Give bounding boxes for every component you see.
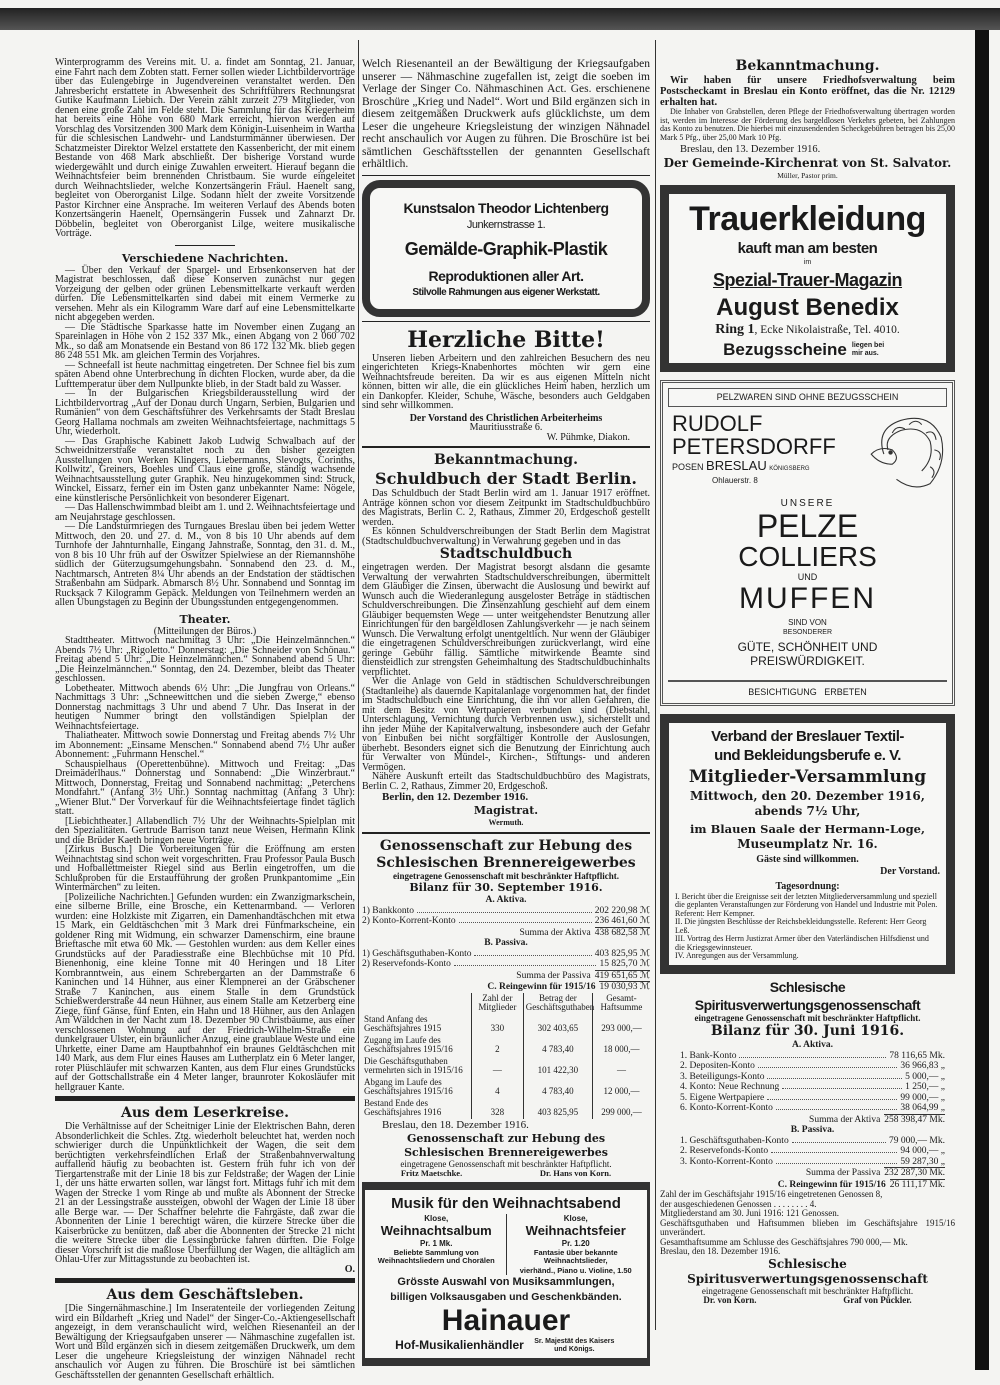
balance-dot-leader [739,1057,886,1058]
balance-sum-value: 232 287,30 Mk. [884,1168,945,1178]
members-table-row [362,1077,650,1098]
agenda-heading: Tagesordnung: [775,880,840,892]
members-table-cell: 4 783,40 [523,1077,592,1098]
balance-row [680,1146,945,1157]
balance-row [680,1051,945,1062]
balance-value: 59 287,30 „ [900,1156,945,1167]
ad-address: Ring 1 [715,321,755,337]
ad-address: Junkernstrasse 1. [466,218,546,231]
balance-sum-label: Summa der Passiva [516,970,591,981]
notice-heading: Bekanntmachung. [735,58,880,74]
balance-label: 5. Eigene Wertpapiere [680,1092,765,1103]
balance-dot-leader [776,1109,898,1110]
notice-paragraph: Nähere Auskunft erteilt das Stadtschuldbuchbüro des Magistrats, Berlin C. 2, Rathaus, Zimmer 20, Erdgeschoß. [362,771,650,792]
balance-note: Zahl der im Geschäftsjahr 1915/16 eingetretenen Genossen 8, [660,1189,883,1199]
balance-row [680,1093,945,1104]
balance-dot-leader [474,955,591,956]
balance-sum-label: C. Reingewinn für 1915/16 [487,982,596,992]
members-table-cell: 4 783,40 [523,1035,592,1056]
balance-row [362,959,650,970]
notice-signer: Magistrat. [473,804,539,817]
balance-dot-leader [776,1163,898,1164]
ad-date: Mittwoch, den 20. Dezember 1916, [690,788,925,803]
balance-sum-label: Summa der Aktiva [519,927,591,938]
members-table-cell: — [471,1056,523,1077]
balance-value: 38 064,99 „ [900,1103,945,1113]
ad-name: PETERSDORFF [672,433,836,459]
ad-verband [660,714,955,974]
members-table-cell: 330 [471,1014,523,1035]
agenda-item: I. Bericht über die Ereignisse seit der letzten Mitgliederversammlung und speziell die geplanten Veranstaltungen zur Förderung von Handel und Industrie mit Polen. Referent: Herr Kempner. [675,891,938,918]
divider [362,175,650,176]
balance-footer-title: Schlesischen Brennereigewerbes [404,1145,608,1159]
members-table-cell: 4 [471,1077,523,1098]
balance-sum-label: Summa der Passiva [805,1168,881,1178]
section-heading: Verschiedene Nachrichten. [121,251,289,265]
ad-text: MUFFEN [739,581,876,615]
ad-time: abends 7½ Uhr, [754,803,861,818]
ad-place: Museumplatz Nr. 16. [737,836,878,851]
balance-dot-leader [767,1099,897,1100]
ad-text: COLLIERS [738,540,877,572]
signer: Fritz Maetschke. [400,1168,463,1178]
ad-headline: Trauerkleidung [689,199,926,238]
balance-section-heading: A. Aktiva. [792,1040,833,1050]
members-table-cell: 18 000,— [592,1035,650,1056]
theater-list [55,636,355,1092]
scan-top-edge [0,8,1000,30]
ad-kunstsalon [362,180,650,317]
balance-sum-value: 419 651,65 ℳ [594,970,650,981]
appeal-text: Unseren lieben Arbeitern und den zahlreichen Besuchern des neu eingerichteten Kriegs-Knabenhortes möchten wir gern eine Weihnachtsfreude bereiten. Da wir es aus eigenen Mitteln nicht können, bitten wir alle, die ein glückliches Heim haben, herzlich um ein Dankopfer. Kleider, Schuhe, Wäsche, besonders auch Geldgaben sind sehr willkommen. [362,352,650,411]
members-table-row [362,1035,650,1056]
balance-label: 3. Beteiligungs-Konto [680,1071,765,1082]
members-table-cell: 299 000,— [592,1098,650,1119]
balance-date: Bilanz für 30. September 1916. [409,881,603,894]
article-verein: Winterprogramm des Vereins mit. U. a. findet am Sonntag, 21. Januar, eine Fahrt nach dem Zobten statt. Ferner sollen wieder Lichtbildervorträge über das Eulengebirge in Jugendvereinen veranstaltet werden. Den Jahresbericht erstattete in Abwesenheit des Schriftführers Rechnungsrat Gutike Kaufmann Liebich. Der Verein zählt zurzeit 279 Mitglieder, von denen eine große Zahl im Felde steht. Die Sammlung für das Kriegerheim hat bereits eine Höhe von 680 Mark erreicht, hiervon werden auf Vorschlag des Vorsitzenden 300 Mark dem Königin-Luisenheim in Wartha für die schlesischen Landwehr- und Landsturmmänner überwiesen. Der Schatzmeister Direktor Welzel erstattete den Kassenbericht, der mit einem Bestande von 468 Mark abschließt. Der bisherige Vorstand wurde wiedergewählt und durch einige Zuwahlen erweitert. Hierauf begann die Weihnachtsfeier beim brennenden Christbaum. Sie wurde eingeleitet durch Weihnachtslieder, welche Konzertsängerin Fräul. Haenelt sang, begleitet von Oberorganist Lilge. Sodann hielt der zweite Vorsitzende Pastor Kirchner eine Ansprache. Im weiteren Verlauf des Abends boten Konzertsängerin Haenelt, Opernsängerin Fussek und Zahnarzt Dr. Döbbelin, begleitet von Oberorganist Lilge, weitere musikalische Vorträge. [55,57,355,239]
members-table-header [362,993,471,1014]
article-singer: Welch Riesenanteil an der Bewältigung der Kriegsaufgaben unserer — Nähmaschine zugefallen ist, zeigt die soeben im Verlage der Singer Co. Nähmaschinen Act. Ges. erschienene Broschüre „Krieg und Nadel“. Wort und Bild ergänzen sich in diesem zeitgemäßen Druckwerk aufs glücklichste, um dem Leser die ungeheure Kriegsleistung der winzigen Nähnadel recht anschaulich vor Augen zu führen. Die Broschüre ist bei sämtlichen Geschäftsstellen der genannten Gesellschaft erhältlich. [362,58,650,170]
ad-headline: Mitglieder-Versammlung [688,766,927,787]
agenda-list [675,893,940,961]
balance-value: 15 825,70 ℳ [599,959,650,969]
balance-footer-subtitle: eingetragene Genossenschaft mit beschränkter Haftpflicht. [400,1158,612,1169]
balance-subtitle: eingetragene Genossenschaft mit beschränkter Haftpflicht. [392,870,620,881]
balance-note: Breslau, den 18. Dezember 1916. [660,1246,781,1256]
ad-text: PREISWÜRDIGKEIT. [750,653,865,668]
balance-value: 78 116,65 Mk. [889,1050,945,1061]
signer: Dr. Hans von Korn. [539,1168,612,1178]
left-column [55,58,355,1380]
balance-row [680,1061,945,1072]
balance-label: 1) Bankkonto [362,905,414,916]
balance-dot-leader [771,1152,897,1153]
ad-price: Pr. 1.20 [561,1239,590,1248]
balance-dot-leader [782,1088,902,1089]
balance-label: 2. Reservefonds-Konto [680,1146,769,1156]
ad-subtitle: Hof-Musikalienhändler [395,1337,524,1352]
balance-footer-title: Schlesische Spiritusverwertungsgenossenschaft [687,1256,928,1286]
news-item: — Das Hallenschwimmbad bleibt am 1. und 2. Weihnachtsfeiertage und am Neujahrstage geschlossen. [55,502,355,523]
balance-dot-leader [454,965,597,966]
balance-table [680,1040,945,1190]
theater-item: Lobetheater. Mittwoch abends 6½ Uhr: „Die Jungfrau von Orleans.“ Nachmittags 3 Uhr: „Schneewittchen und die sieben Zwerge,“ ebenso Donnerstag nachmittags 3 Uhr und abend 7 Uhr. Das Inserat in der heutigen Nummer bringt den vollständigen Spielplan der Weihnachtsfeiertage. [55,682,355,732]
balance-row [680,1136,945,1147]
ad-name: RUDOLF [672,410,763,436]
ad-title: und Bekleidungsberufe e. V. [714,746,901,764]
news-item: — In der Bulgarischen Kriegsbilderausstellung wird der Lichtbildervortrag „Auf der Donau durch Ungarn, Serbien, Bulgarien und Rumänien“ von dem Geschäftsführer des Verkehrsamts der Stadt Breslau Georg Hallama nochmals am zweiten Weihnachtsfeiertage, nachmittags 5 Uhr, wiederholt. [55,388,355,437]
ad-text: UNSERE [780,497,835,509]
balance-label: 1) Geschäftsguthaben-Konto [362,948,472,959]
divider [362,446,650,448]
balance-dot-leader [758,1067,897,1068]
ad-footer: BESICHTIGUNG ERBETEN [668,680,947,698]
section-heading: Theater. [179,612,231,626]
notice-name: Müller, Pastor prim. [777,171,838,180]
balance-row [680,1103,945,1114]
ad-note: Bezugsscheine [723,339,847,359]
members-table [362,993,650,1119]
ad-note: Gäste sind willkommen. [756,853,859,865]
members-table-cell: 101 422,30 [523,1056,592,1077]
lion-head-icon [867,412,947,492]
balance-value: 403 825,95 ℳ [594,948,650,959]
theater-item: Thaliatheater. Mittwoch sowie Donnerstag und Freitag abends 7½ Uhr im Abonnement: „Einsame Menschen.“ Sonnabend abend 7½ Uhr außer Abonnement: „Fuhrmann Henschel.“ [55,730,355,760]
balance-sum-row [680,1114,945,1126]
balance-sum-value: 258 398,47 Mk. [884,1114,945,1125]
ad-banner: PELZWAREN SIND OHNE BEZUGSSCHEIN [668,388,947,407]
divider [362,321,650,322]
balance-label: 2. Depositen-Konto [680,1061,755,1071]
ad-line: im [803,258,812,266]
theater-item: [Polizeiliche Nachrichten.] Gefunden wurden: ein Zwanzigmarkschein, eine silberne Brille, eine Brosche, ein Kettenarmband. — Verloren wurden: eine Holzkiste mit Zigarren, ein Damenhandtäschchen mit etwa 15 Mark, ein Geldtäschchen mit 3 Mark drei Fünfmarkscheine, ein goldener Ring mit Widmung, ein schwarzer Damenschirm, eine braune Brieftasche mit etwa 60 Mk. — Gestohlen wurden: aus dem Keller eines Grundstücks auf der Paradiesstraße eine Blechbüchse mit 10 Pfd. Bienenhonig, eine kleine Tonne mit 40 Heringen und 18 Liter Kornbranntwein, aus einem Schrebergarten an der Dammstraße 6 Kaninchen und 14 Hühner, aus einer Klempnerei an der Gräbschener Straße 7 Kaninchen, aus einem Stalle in dem Grundstück Schießwerderstraße 44 neun Hühner, aus einem Stalle am Ketzerberg eine Ziege, fünf Gänse, fünf Enten, ein Hahn und 18 Hühner, aus den Anlagen Am Wäldchen in der Nacht zum 18. Dezember 90 Christbäume, aus einer verschlossenen Wohnung auf der Friedrich-Wilhelm-Straße ein dunkelgrauer Ulster, ein bräunlicher Anzug, eine graublaue Weste und eine Uhrkette, einer Dame am Hauptbahnhof ein braunes Geldtäschchen mit 140 Mark, aus dem Flur eines Hauses am Lutherplatz ein 6 Meter langer, roter Plüschläufer mit schwarzen Kanten, aus dem Flur eines Grundstücks auf der Gottschallstraße ein 4 Meter langer, braunroter Kokosläufer mit hellgrauer Kante. [55,891,355,1093]
ad-city: KÖNIGSBERG [769,465,810,472]
ad-line: Grösste Auswahl von Musiksammlungen, [397,1275,615,1288]
balance-footer-subtitle: eingetragene Genossenschaft mit beschränkter Haftpflicht. [701,1285,914,1296]
ad-address: , Ecke Nikolaistraße, Tel. 4010. [754,323,900,336]
balance-value: 36 966,83 „ [900,1061,945,1071]
notice-paragraph: Das Schuldbuch der Stadt Berlin wird am 1. Januar 1917 eröffnet. Anträge können schon vor diesem Zeitpunkt im Stadtschuldbuchbüro des Magistrats, Berlin C. 2, Rathaus, Zimmer 20, Erdgeschoß gestellt werden. [362,488,650,528]
members-table-cell: 2 [471,1035,523,1056]
balance-row [362,949,650,960]
balance-value: 236 461,60 ℳ [594,916,650,926]
theater-item: [Zirkus Busch.] Die Vorbereitungen für die Eröffnung am ersten Weihnachtstag sind schon weit vorgeschritten. Frau Professor Paula Busch und Hofballettmeister Riegel sind aus Berlin eingetroffen, um die Schlußproben für die Erstaufführung der großen Prunkpantomime „Ein Wintermärchen“ zu leiten. [55,844,355,893]
ad-street: Ohlauerstr. 8 [712,475,758,485]
ad-hainauer [362,1182,650,1366]
members-table-row [362,1056,650,1077]
balance-sum-row [680,1167,945,1179]
balance-value: 1 250,— „ [905,1082,945,1092]
balance-value: 99 000,— „ [900,1092,945,1103]
section-heading: Aus dem Geschäftsleben. [106,1287,304,1303]
balance-note: Mitgliederstand am 30. Juni 1916: 121 Genossen. [660,1208,839,1218]
section-subheading: (Mitteilungen der Büros.) [153,625,257,637]
balance-notes [660,1190,955,1257]
ad-name: August Benedix [716,293,899,321]
balance-label: 1. Bank-Konto [680,1050,737,1061]
notice-paragraph: Es können Schuldverschreibungen der Stadt Berlin dem Magistrat (Stadtschuldbuchverwaltung) in Verwahrung gegeben und in das [362,526,650,547]
members-table-cell: — [592,1056,650,1077]
agenda-item: II. Die jüngsten Beschlüsse der Reichsbekleidungsstelle. Referent: Herr Georg Leß. [675,917,927,935]
ad-text: PELZE [756,507,859,544]
members-table-cell: Zugang im Laufe des Geschäftsjahres 1915/16 [364,1034,453,1054]
balance-sum-value: 438 682,58 ℳ [594,927,650,938]
ad-note: liegen bei mir aus. [851,341,885,357]
balance-dot-leader [417,912,592,913]
appeal-name: W. Pühmke, Diakon. [546,431,630,443]
divider [55,1096,355,1101]
balance-sum-row [362,927,650,939]
ad-title: Weihnachtsfeier [525,1223,626,1238]
notice-title: Schuldbuch der Stadt Berlin. [375,469,637,488]
members-table-row [362,1098,650,1119]
balance-dot-leader [459,922,592,923]
appeal-heading: Herzliche Bitte! [407,326,605,353]
ad-author: Klose, [563,1213,588,1223]
balance-label: 2) Reservefonds-Konto [362,959,451,969]
members-table-cell: 293 000,— [592,1014,650,1035]
balance-sheet [660,1040,955,1190]
balance-note: Geschäftsguthaben und Haftsummen blieben im Geschäftsjahre 1915/16 unverändert. [660,1217,955,1237]
members-table-header: Zahl der Mitglieder [471,993,523,1014]
agenda-item: III. Vortrag des Herrn Justizrat Armer über den Vaterländischen Hilfsdienst und die Kriegsgewinnsteuer. [675,934,929,952]
right-column [660,58,955,1306]
column-divider [655,40,656,1330]
notice-date: Breslau, den 13. Dezember 1916. [680,144,821,155]
ad-desc: Fantasie über bekannte Weihnachtslieder, [533,1247,618,1265]
balance-row [362,906,650,917]
news-item: — Die Landsturmriegen des Turngaues Breslau üben bei jedem Wetter Mittwoch, den 20. und 27. d. M., von 8 bis 10 Uhr abends auf dem Turnhofe der Jahnturnhalle, Eingang Jahnstraße, Sonntag, den 31. d. M., von 8 bis 10 Uhr früh auf der Oswitzer Spielwiese an der Riemannshöhe südlich der Güterzugsumgehungsbahn. Sonnabend den 23. d. M., Nachtmarsch, Antreten 8¼ Uhr abends an der Endstation der städtischen Straßenbahn am Südpark. Abmarsch 8½ Uhr. Sonnabend und Sonntag im Rucksack 7 Kilogramm Gepäck. Meldungen von Teilnehmern werden an allen Übungstagen zu Beginn der Übungsstunden entgegengenommen. [55,521,355,608]
members-table-cell: 302 403,65 [523,1014,592,1035]
notice-paragraph: eingetragen werden. Der Magistrat besorgt alsdann die gesamte Verwaltung der verwahrten Stadtschuldverschreibungen, übermittelt dem Gläubiger die Zinsen, überwacht die Auslosung und bewirkt auf Wunsch auch die Wiederanlegung ausgeloster Beträge in städtischen Schuldverschreibungen. Die Zinsenzahlung geschieht auf dem einem Gläubiger bequemsten Wege — unter weitgehendster Benutzung aller Einrichtungen für den bargeldlosen Zahlungsverkehr — je nach seinem Wunsch. Die Verwaltung erfolgt unentgeltlich. Nur wenn der Gläubiger die eingetragenen Schuldverschreibungen zurückverlangt, wird eine geringe Gebühr fällig. Sämtliche mitwirkende Beamte sind diensteidlich zur strengsten Geheimhaltung des Stadtschuldbuchinhalts verpflichtet. [362,562,650,678]
balance-row [680,1157,945,1168]
balance-title: Genossenschaft zur Hebung des [379,837,633,854]
ad-name: Kunstsalon Theodor Lichtenberg [403,199,609,216]
notice-heading: Bekanntmachung. [434,452,578,468]
balance-value: 5 000,— „ [905,1071,945,1082]
balance-sum-label: Summa der Aktiva [809,1114,881,1125]
theater-item: [Liebichtheater.] Allabendlich 7½ Uhr der Weihnachts-Spielplan mit den Spezialitäten. Gertrude Barrison tanzt neue Weisen, Hermann Klink und die Brüder Kaeth bringen neue Vorträge. [55,815,355,846]
balance-footer-title: Genossenschaft zur Hebung des [406,1131,606,1145]
divider [55,1278,355,1283]
members-table-cell: Stand Anfang des Geschäftsjahres 1915 [364,1013,442,1033]
notice-name: Wermuth. [488,818,524,827]
balance-section-heading: B. Passiva. [484,938,528,948]
balance-label: 4. Konto: Neue Rechnung [680,1082,780,1092]
balance-label: 1. Geschäftsguthaben-Konto [680,1135,789,1146]
ad-city: BRESLAU [706,457,767,473]
news-item: — Über den Verkauf der Spargel- und Erbsenkonserven hat der Magistrat beschlossen, daß diese Konserven zunächst nur gegen Vorzeigung der gelben oder grünen Lebensmittelkarte verkauft werden dürfen. Die Lebensmittelkarten sind dabei mit einem Vermerke zu versehen. Mehr als ein Kilogramm Ware darf auf eine Lebensmittelkarte nicht abgegeben werden. [55,264,355,323]
members-table-cell: Abgang im Laufe des Geschäftsjahres 1915/16 [364,1076,453,1096]
column-divider [358,40,359,1330]
members-table-cell: 328 [471,1098,523,1119]
ad-price: Pr. 1 Mk. [420,1239,453,1248]
members-table-header: Betrag der Geschäftsguthaben [523,993,592,1014]
balance-sum-row [362,970,650,982]
ad-headline: Musik für den Weihnachtsabend [391,1194,621,1212]
news-item: — Das Graphische Kabinett Jakob Ludwig Schwalbach auf der Schweidnitzerstraße veranstaltet noch zu den bisher gezeigten Ausstellungen von Werken Klingers, Liebermanns, Slevogts, Corinths, Kollwitz', Greiners, Boehles und Claus eine große, ständig wachsende Weihnachtsausstellung guter Graphik. Neu hinzugekommen sind: Struck, Winckel, Eissarz, ferner ein im Osten ganz unbekannter Name: Nögele, eine künstlerische Persönlichkeit von besonderer Eigenart. [55,435,355,504]
notice-subheading: Stadtschuldbuch [439,546,573,562]
article-leserkreise: Die Verhältnisse auf der Scheitniger Linie der Elektrischen Bahn, deren Absonderlichkeit die Schles. Ztg. wiederholt beleuchtet hat, werden noch schwieriger durch die Unpünktlichkeit der Wagen, die seit dem berüchtigten verkehrsfeindlichen Erlaß der Straßenbahnverwaltung auffallend häufig zu beobachten ist. Gestern früh fuhr ich von der Tiergartenstraße mit der Linie 18 bis zur Feldstraße; der Wagen der Linie 1, der uns hätte erwarten sollen, war längst fort. Mittags fuhr ich mit dem Wagen der Strecke 1 vom Ringe ab und mußte als Abonnent der Strecke 21 an der Lessingstraße aussteigen, obwohl der Wagen der Linie 18 über alle Berge war. — Der Schaffner belehrte die Fahrgäste, daß zwar die Abonnenten der Linie 1 berechtigt wären, die kürzere Strecke über die Kaiserbrücke zu benützen, daß aber die Abonnenten der Strecke 21 nicht die weitere Strecke über die Lessingbrücke fahren dürften. Die Folge dieser Vorschrift ist die maßlose Überfüllung der Wagen, die alltäglich am Ohlau-Ufer zur Mittagsstunde zu beobachten ist. [55,1121,355,1265]
ad-line: Reproduktionen aller Art. [428,267,584,284]
ad-place: im Blauen Saale der Hermann-Loge, [690,821,925,836]
balance-row [680,1072,945,1083]
ad-petersdorff [660,380,955,706]
balance-dot-leader [767,1078,902,1079]
members-table-row [362,1014,650,1035]
members-table-cell: 403 825,95 [523,1098,592,1119]
balance-section-heading: A. Aktiva. [485,895,527,905]
ad-headline: Gemälde-Graphik-Plastik [404,238,608,259]
balance-label: 3. Konto-Korrent-Konto [680,1156,773,1167]
ad-city: POSEN [672,461,704,472]
notice-date: Berlin, den 12. Dezember 1916. [382,791,529,803]
balance-note: Gesamthaftsumme am Schlusse des Geschäftsjahres 790 000,— Mk. [660,1236,908,1247]
signer: Graf von Pückler. [843,1295,912,1305]
middle-column [362,58,650,1370]
notice-signer: Der Gemeinde-Kirchenrat von St. Salvator. [663,156,952,170]
theater-item: Schauspielhaus (Operettenbühne). Mittwoch und Freitag: „Das Dreimäderlhaus.“ Donnerstag und Sonnabend: „Die Winzerbraut.“ Mittwoch, Donnerstag, Freitag und Sonnabend nachmittag: „Peterchens Mondfahrt.“ (Anfang 3½ Uhr.) Sonntag nachmittag (Anfang 3 Uhr): „Wiener Blut.“ Der Vorverkauf für die Weihnachtsfeiertage findet täglich statt. [55,758,355,817]
ad-title: Verband der Breslauer Textil- [711,727,904,745]
balance-row [362,916,650,927]
members-table-cell: Die Geschäftsguthaben vermehrten sich in 1915/16 [364,1055,463,1075]
ad-desc: Beliebte Sammlung von Weihnachtsliedern und Chorälen [377,1247,495,1265]
members-table-cell: Bestand Ende des Geschäftsjahres 1916 [364,1097,442,1117]
balance-title: Schlesische Spiritusverwertungsgenossenschaft [694,978,921,1013]
ad-text: BESONDERER [782,628,832,636]
article-geschaeftsleben: [Die Singernähmaschine.] Im Inseratenteile der vorliegenden Zeitung wird ein Bildarheft „Krieg und Nadel“ der Singer-Co.-Aktiengesellschaft angezeigt, in dem veranschaulicht wird, welchen Riesenanteil an der Bewältigung der Kriegsaufgaben unserer — Nähmaschine zugefallen ist. Wort und Bild ergänzen sich in diesem zeitgemäßen Druckwerk, um dem Leser die ungeheure Kriegsleistung der winzigen Nähnadel recht anschaulich vor Augen zu führen. Die Broschüre ist bei sämtlichen Geschäftsstellen der genannten Gesellschaft erhältlich. [55,1303,355,1381]
balance-value: 79 000,— Mk. [889,1135,945,1146]
balance-sum-value: 26 111,17 Mk. [889,1179,945,1190]
ad-brand: Hainauer [441,1303,571,1337]
appeal-signer: Der Vorstand des Christlichen Arbeiterheims [409,412,603,424]
balance-table [362,895,650,993]
balance-section-heading: B. Passiva. [790,1125,835,1135]
ad-author: Klose, [424,1213,449,1223]
ad-text: SIND VON [788,617,827,627]
ad-text: GÜTE, SCHÖNHEIT UND [737,639,878,654]
balance-date: Bilanz für 30. Juni 1916. [710,1023,905,1039]
balance-row [680,1082,945,1093]
balance-sum-row [362,981,650,993]
divider [175,245,235,246]
ad-desc: vierhänd., Piano u. Violine, 1.50 [519,1265,632,1275]
members-table-cell: 12 000,— [592,1077,650,1098]
notice-paragraph: Wer die Anlage von Geld in städtischen Schuldverschreibungen (Stadtanleihe) als dauernde Kapitalanlage vorgenommen hat, der findet im Stadtschuldbuch eine Einrichtung, die ihn vor allen Gefahren, die mit dem Besitz von Wertpapieren verbunden sind (Diebstahl, Unterschlagung, Vernichtung durch Verbrennen usw.), sicherstellt und ihn jeder Mühe der Kapitalverwaltung, insbesondere auch der Gefahr von Einbußen bei nicht sorgfältiger Kontrolle der Auslosungen, überhebt. Besonders eignet sich die Benutzung der Einrichtung auch für Verwalter von Mündel-, Kirchen-, Stiftungs- und anderen Vermögen. [362,676,650,773]
ad-shop: Spezial-Trauer-Magazin [712,269,903,290]
signer: Dr. von Korn. [703,1295,757,1305]
balance-sum-label: C. Reingewinn für 1915/16 [777,1179,886,1190]
balance-sheet [362,895,650,993]
scan-right-edge [975,30,989,1370]
balance-label: 2) Konto-Korrent-Konto [362,916,456,926]
news-item: — Schneefall ist heute nachmittag eingetreten. Der Schnee fiel bis zum späten Abend ohne Unterbrechung in dichten Flocken, wurde aber, da die Lufttemperatur über dem Nullpunkte blieb, in der Stadt bald zu Wasser. [55,359,355,390]
agenda-item: IV. Anregungen aus der Versammlung. [675,951,799,960]
balance-subtitle: eingetragene Genossenschaft mit beschränkter Haftpflicht. [694,1012,921,1023]
members-table-header: Gesamt-Haftsumme [592,993,650,1014]
ad-line: billigen Volksausgaben und Geschenkbänden. [390,1290,622,1303]
ad-subtitle: Sr. Majestät des Kaisers und Königs. [534,1337,615,1353]
balance-dot-leader [792,1142,886,1143]
ad-text: UND [797,571,818,582]
news-item: — Die Städtische Sparkasse hatte im November einen Zugang an Spareinlagen in Höhe von 2 152 337 Mk., einen Abgang von 2 060 702 Mk., so daß am Monatsende ein Bestand von 86 172 132 Mk. blieb gegen 86 248 551 Mk. am gleichen Termin des Vorjahres. [55,321,355,361]
news-list [55,266,355,608]
theater-item: Stadttheater. Mittwoch nachmittag 3 Uhr: „Die Heinzelmännchen.“ Abends 7½ Uhr: „Rigoletto.“ Donnerstag: „Die Schneider von Schönau.“ Freitag abend 5 Uhr: „Die Heinzelmännchen.“ Sonnabend abend 5 Uhr: „Die Heinzelmännchen.“ Sonntag, den 24. Dezember, bleibt das Theater geschlossen. [55,635,355,684]
ad-trauerkleidung [660,185,955,372]
divider [362,832,650,834]
notice-lead: Wir haben für unsere Friedhofsverwaltung beim Postscheckamt in Breslau ein Konto eröffnet, das die Nr. 12129 erhalten hat. [660,75,955,108]
balance-label: 6. Konto-Korrent-Konto [680,1103,773,1113]
ad-signer: Der Vorstand. [880,865,940,877]
balance-title: Schlesischen Brennereigewerbes [376,854,636,871]
ad-line: kauft man am besten [737,239,878,257]
ad-line: Stilvolle Rahmungen aus eigener Werkstatt. [412,286,600,298]
section-heading: Aus dem Leserkreise. [120,1105,290,1121]
balance-value: 94 000,— „ [900,1146,945,1156]
balance-sum-value: 19 030,93 ℳ [599,982,650,992]
ad-title: Weihnachtsalbum [380,1223,492,1238]
balance-note: der ausgeschiedenen Genossen . . . . . . . . 4. [660,1198,817,1209]
notice-text: Die Inhaber von Grabstellen, deren Pflege der Friedhofsverwaltung übertragen worden ist, werden im Interesse der Förderung des bargeldlosen Verkehrs gebeten, bei Zahlungen das Konto zu benutzen. Die hierbei mit einzusendenden Scheckgebühren betragen bis 25,00 Mark 5 Pfg., über 25,00 Mark 10 Pfg. [660,107,955,142]
appeal-address: Mauritiusstraße 6. [469,422,543,433]
balance-place-date: Breslau, den 18. Dezember 1916. [382,1118,529,1131]
signature: O. [344,1263,355,1275]
balance-value: 202 220,98 ℳ [594,905,650,916]
